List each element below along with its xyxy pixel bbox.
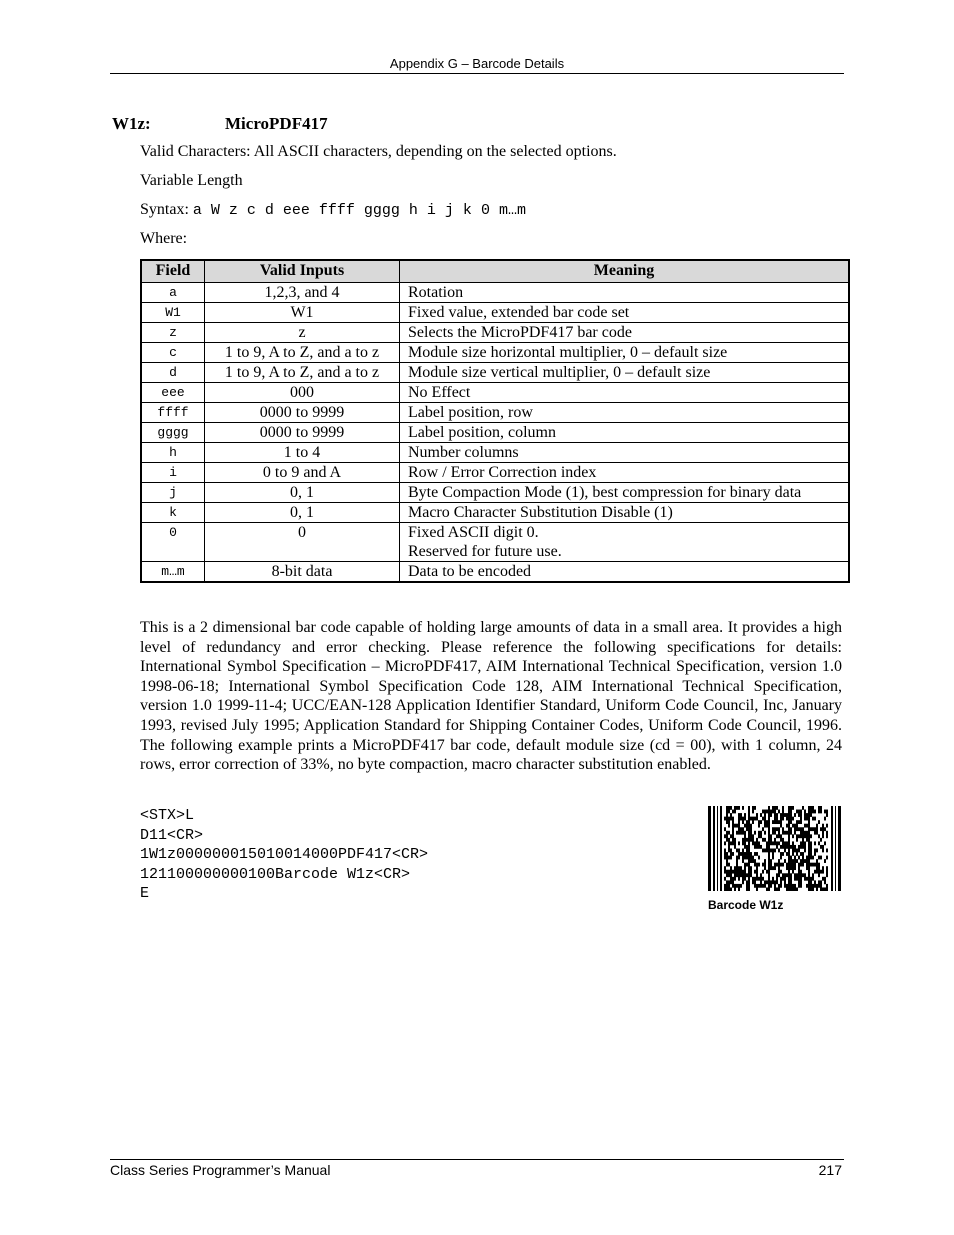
footer-manual-title: Class Series Programmer’s Manual: [110, 1162, 331, 1178]
field-cell: W1: [141, 303, 205, 323]
inputs-cell: W1: [205, 303, 400, 323]
header-divider: [110, 73, 844, 74]
table-row: [141, 323, 849, 343]
footer-divider: [110, 1159, 844, 1160]
table-row: [141, 443, 849, 463]
meaning-cell: Fixed value, extended bar code set: [400, 303, 850, 323]
inputs-cell: 1 to 9, A to Z, and a to z: [205, 343, 400, 363]
description-paragraph: This is a 2 dimensional bar code capable of holding large amounts of data in a small area. It provides a high level of redundancy and error checking. Please reference the following specifications for details: International Symbol Specification – MicroPDF417, AIM International Technical Specification, version 1.0 1998-06-18; International Symbol Specification Code 128, AIM International Technical Specification, version 1.0 1999-11-4; UCC/EAN-128 Application Identifier Standard, Uniform Code Council, Inc, January 1993, revised July 1995; Application Standard for Shipping Container Codes, Uniform Code Council, 1996. The following example prints a MicroPDF417 bar code, default module size (cd = 00), with 1 column, 24 rows, error correction of 33%, no byte compaction, macro character substitution enabled.: [140, 619, 842, 774]
code-line: 121100000000100Barcode W1z<CR>: [140, 865, 411, 883]
table-row: [141, 562, 849, 583]
barcode-caption: Barcode W1z: [708, 898, 784, 912]
fields-table-container: [140, 259, 850, 583]
example-code-block: [140, 806, 428, 904]
field-cell: z: [141, 323, 205, 343]
field-cell: gggg: [141, 423, 205, 443]
meaning-cell: Row / Error Correction index: [400, 463, 850, 483]
meaning-line: Reserved for future use.: [408, 543, 562, 560]
syntax-label: Syntax:: [140, 201, 189, 218]
field-cell: d: [141, 363, 205, 383]
table-row: [141, 523, 849, 562]
inputs-cell: 1,2,3, and 4: [205, 283, 400, 303]
code-line: D11<CR>: [140, 826, 204, 844]
meaning-cell: Selects the MicroPDF417 bar code: [400, 323, 850, 343]
inputs-cell: 1 to 4: [205, 443, 400, 463]
field-cell: eee: [141, 383, 205, 403]
table-row: [141, 363, 849, 383]
meaning-cell: Number columns: [400, 443, 850, 463]
field-cell: m…m: [141, 562, 205, 583]
meaning-cell: Macro Character Substitution Disable (1): [400, 503, 850, 523]
meaning-cell: Byte Compaction Mode (1), best compression for binary data: [400, 483, 850, 503]
header-field: Field: [141, 260, 205, 283]
meaning-cell: No Effect: [400, 383, 850, 403]
meaning-cell: Rotation: [400, 283, 850, 303]
length-text: Variable Length: [140, 172, 243, 189]
field-cell: h: [141, 443, 205, 463]
section-id: W1z:: [112, 114, 151, 133]
table-row: [141, 383, 849, 403]
field-cell: c: [141, 343, 205, 363]
meaning-cell: Label position, column: [400, 423, 850, 443]
meaning-cell: [400, 523, 850, 562]
inputs-cell: 0 to 9 and A: [205, 463, 400, 483]
table-row: [141, 283, 849, 303]
table-row: [141, 463, 849, 483]
field-cell: 0: [141, 523, 205, 562]
inputs-cell: 0000 to 9999: [205, 423, 400, 443]
inputs-cell: 1 to 9, A to Z, and a to z: [205, 363, 400, 383]
inputs-cell: z: [205, 323, 400, 343]
table-header-row: [141, 260, 849, 283]
field-cell: a: [141, 283, 205, 303]
where-text: Where:: [140, 230, 188, 247]
meaning-cell: Module size vertical multiplier, 0 – default size: [400, 363, 850, 383]
fields-table: [140, 259, 850, 583]
code-line: E: [140, 885, 150, 903]
micropdf417-barcode-image: [708, 806, 842, 891]
field-cell: i: [141, 463, 205, 483]
inputs-cell: 0, 1: [205, 483, 400, 503]
inputs-cell: 000: [205, 383, 400, 403]
inputs-cell: 0: [205, 523, 400, 562]
footer-page-number: 217: [818, 1162, 842, 1178]
meaning-cell: Label position, row: [400, 403, 850, 423]
table-row: [141, 303, 849, 323]
table-row: [141, 403, 849, 423]
table-row: [141, 343, 849, 363]
syntax-line: [140, 201, 526, 219]
meaning-line: Fixed ASCII digit 0.: [408, 524, 539, 541]
header-meaning: Meaning: [400, 260, 850, 283]
table-row: [141, 503, 849, 523]
code-line: 1W1z000000015010014000PDF417<CR>: [140, 846, 429, 864]
table-row: [141, 423, 849, 443]
field-cell: k: [141, 503, 205, 523]
header-valid-inputs: Valid Inputs: [205, 260, 400, 283]
inputs-cell: 0, 1: [205, 503, 400, 523]
table-row: [141, 483, 849, 503]
field-cell: ffff: [141, 403, 205, 423]
page-header: Appendix G – Barcode Details: [389, 56, 565, 71]
meaning-cell: Data to be encoded: [400, 562, 850, 583]
inputs-cell: 0000 to 9999: [205, 403, 400, 423]
code-line: <STX>L: [140, 807, 195, 824]
field-cell: j: [141, 483, 205, 503]
section-title: MicroPDF417: [225, 114, 328, 133]
syntax-value: a W z c d eee ffff gggg h i j k 0 m…m: [192, 202, 526, 219]
inputs-cell: 8-bit data: [205, 562, 400, 583]
meaning-cell: Module size horizontal multiplier, 0 – default size: [400, 343, 850, 363]
valid-characters-text: Valid Characters: All ASCII characters, depending on the selected options.: [140, 143, 617, 160]
